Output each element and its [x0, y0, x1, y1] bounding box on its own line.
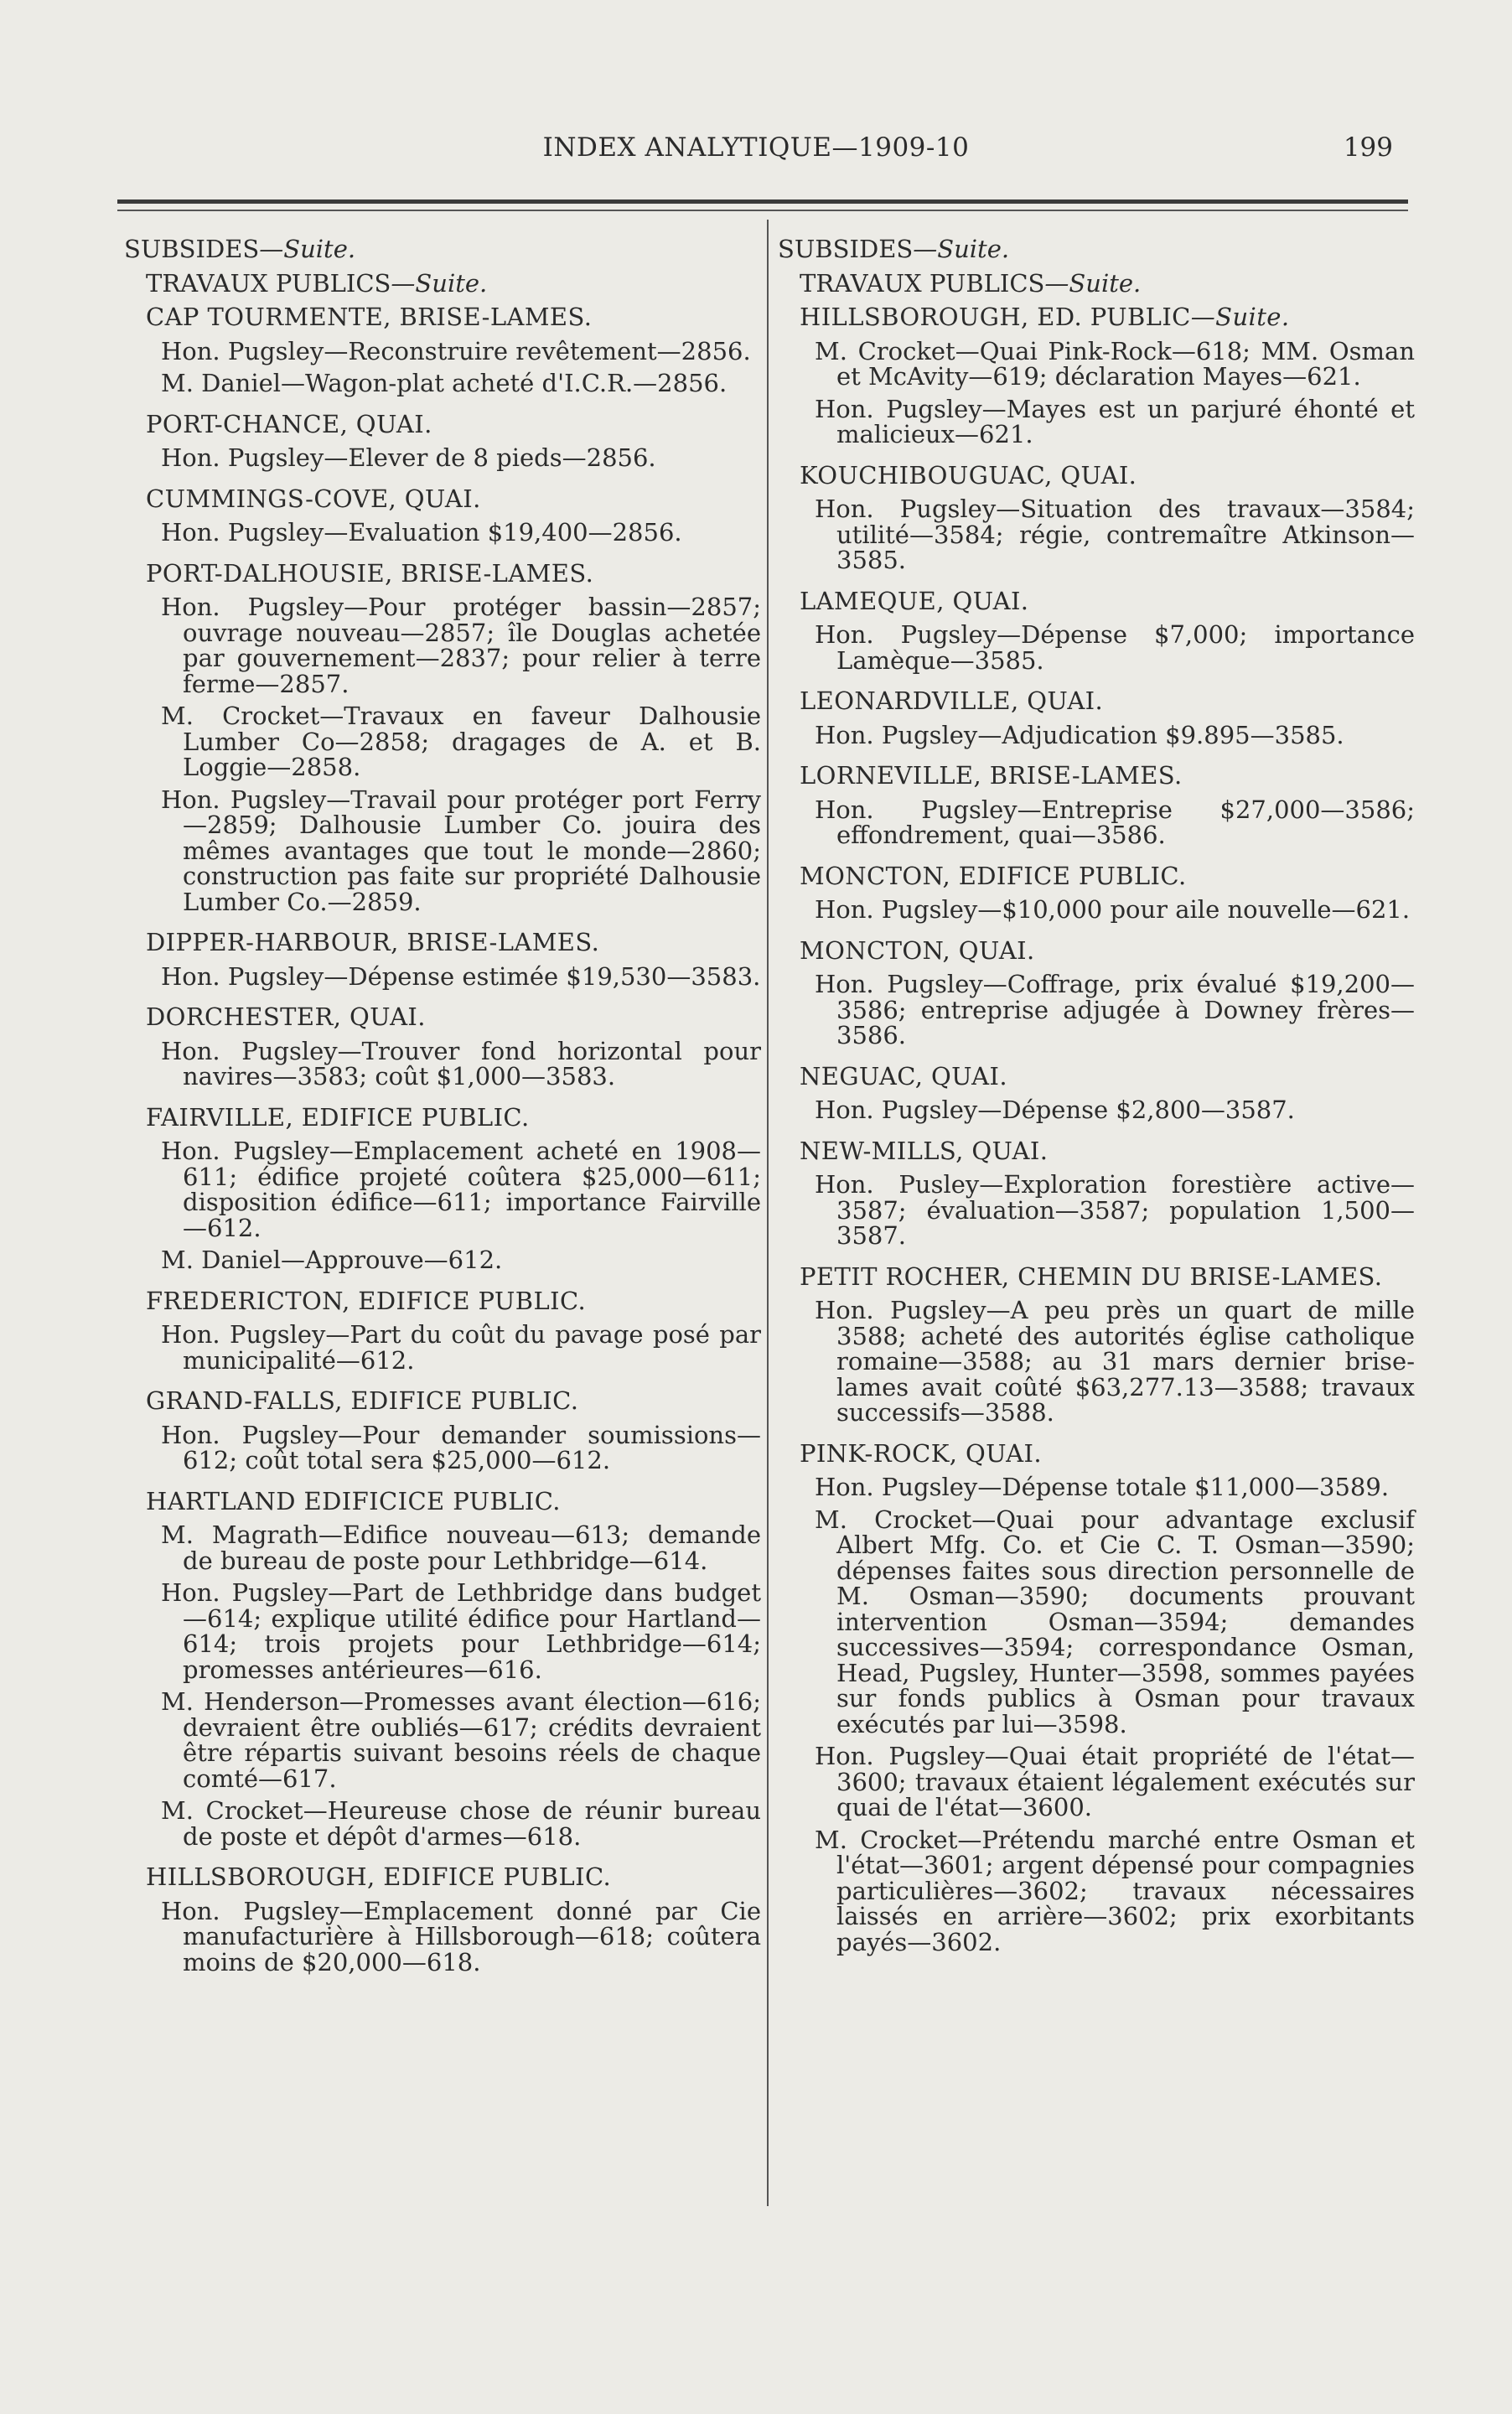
group-heading: GRAND-FALLS, EDIFICE PUBLIC. — [146, 1386, 579, 1415]
index-entry: Hon. Pugsley—Pour demander soumissions—612; coût total sera $25,000—612. — [161, 1420, 761, 1474]
index-entry: M. Crocket—Heureuse chose de réunir bureau de poste et dépôt d'armes—618. — [161, 1796, 761, 1851]
group-heading: CUMMINGS-COVE, QUAI. — [146, 484, 481, 513]
group-heading: PETIT ROCHER, CHEMIN DU BRISE-LAMES. — [800, 1261, 1383, 1291]
header-rule-thick — [117, 199, 1408, 204]
index-entry: M. Henderson—Promesses avant élection—616; devraient être oubliés—617; crédits devraient être répartis suivant besoins réels de chaque comté—617. — [161, 1687, 761, 1793]
group-heading: FREDERICTON, EDIFICE PUBLIC. — [146, 1286, 587, 1315]
index-entry: Hon. Pugsley—Coffrage, prix évalué $19,200—3586; entreprise adjugée à Downey frères—3586. — [815, 970, 1415, 1049]
group-heading: PORT-CHANCE, QUAI. — [146, 409, 432, 438]
group-heading: NEGUAC, QUAI. — [800, 1061, 1007, 1090]
column-top-heading: SUBSIDES—Suite. — [124, 235, 356, 263]
index-entry: M. Crocket—Quai Pink-Rock—618; MM. Osman et McAvity—619; déclaration Mayes—621. — [815, 336, 1415, 391]
index-entry: Hon. Pugsley—Trouver fond horizontal pour navires—3583; coût $1,000—3583. — [161, 1036, 761, 1090]
group-heading: LAMEQUE, QUAI. — [800, 586, 1029, 615]
index-entry: Hon. Pugsley—Elever de 8 pieds—2856. — [161, 443, 656, 472]
index-entry: Hon. Pugsley—Dépense totale $11,000—3589. — [815, 1473, 1390, 1501]
index-entry: Hon. Pugsley—Adjudication $9.895—3585. — [815, 720, 1344, 749]
section-heading: TRAVAUX PUBLICS—Suite. — [146, 268, 488, 298]
column-top-heading: SUBSIDES—Suite. — [778, 235, 1010, 263]
index-entry: Hon. Pugsley—$10,000 pour aile nouvelle—621. — [815, 895, 1411, 924]
index-entry: Hon. Pugsley—Evaluation $19,400—2856. — [161, 518, 682, 547]
group-heading: PINK-ROCK, QUAI. — [800, 1438, 1042, 1468]
group-heading: HILLSBOROUGH, EDIFICE PUBLIC. — [146, 1862, 612, 1891]
index-entry: Hon. Pugsley—A peu près un quart de mille 3588; acheté des autorités église catholique romaine—3588; au 31 mars dernier brise-lames avait coûté $63,277.13—3588; travaux successifs—3588. — [815, 1296, 1415, 1427]
running-title: INDEX ANALYTIQUE—1909-10 — [542, 132, 970, 163]
index-entry: M. Magrath—Edifice nouveau—613; demande de bureau de poste pour Lethbridge—614. — [161, 1520, 761, 1575]
index-entry: M. Daniel—Approuve—612. — [161, 1246, 503, 1274]
column-divider — [767, 220, 769, 2206]
index-entry: M. Crocket—Prétendu marché entre Osman et l'état—3601; argent dépensé pour compagnies particulières—3602; travaux nécessaires laissés en arrière—3602; prix exorbitants payés—3602. — [815, 1825, 1415, 1956]
left-column — [124, 236, 761, 1981]
header-rule-thin — [117, 210, 1408, 211]
index-entry: Hon. Pugsley—Pour protéger bassin—2857; ouvrage nouveau—2857; île Douglas achetée par gouvernement—2837; pour relier à terre ferme—2857. — [161, 593, 761, 698]
index-entry: M. Daniel—Wagon-plat acheté d'I.C.R.—2856. — [161, 369, 728, 397]
index-entry: M. Crocket—Travaux en faveur Dalhousie Lumber Co—2858; dragages de A. et B. Loggie—2858. — [161, 702, 761, 781]
index-entry: Hon. Pugsley—Dépense $2,800—3587. — [815, 1096, 1295, 1124]
index-entry: Hon. Pugsley—Situation des travaux—3584; utilité—3584; régie, contremaître Atkinson—3585. — [815, 495, 1415, 574]
index-entry: Hon. Pugsley—Emplacement acheté en 1908—611; édifice projeté coûtera $25,000—611; disposition édifice—611; importance Fairville—612. — [161, 1137, 761, 1242]
index-entry: Hon. Pugsley—Dépense estimée $19,530—3583. — [161, 961, 761, 991]
group-heading: HILLSBOROUGH, ED. PUBLIC—Suite. — [800, 303, 1290, 331]
index-entry: Hon. Pugsley—Dépense $7,000; importance Lamèque—3585. — [815, 620, 1415, 675]
group-heading: LEONARDVILLE, QUAI. — [800, 686, 1104, 715]
index-entry: Hon. Pugsley—Part de Lethbridge dans budget—614; explique utilité édifice pour Hartland—614; trois projets pour Lethbridge—614; promesses antérieures—616. — [161, 1578, 761, 1684]
index-entry: Hon. Pugsley—Emplacement donné par Cie manufacturière à Hillsborough—618; coûtera moins de $20,000—618. — [161, 1896, 761, 1976]
index-entry: Hon. Pugsley—Quai était propriété de l'état—3600; travaux étaient légalement exécutés sur quai de l'état—3600. — [815, 1742, 1415, 1821]
group-heading: HARTLAND EDIFICICE PUBLIC. — [146, 1486, 561, 1515]
right-column — [778, 236, 1415, 1961]
index-entry: Hon. Pugsley—Reconstruire revêtement—2856. — [161, 336, 751, 365]
index-entry: Hon. Pugsley—Entreprise $27,000—3586; effondrement, quai—3586. — [815, 795, 1415, 849]
group-heading: MONCTON, QUAI. — [800, 935, 1035, 965]
index-entry: M. Crocket—Quai pour advantage exclusif Albert Mfg. Co. et Cie C. T. Osman—3590; dépenses faites sous direction personnelle de M. Osman—3590; documents prouvant intervention Osman—3594; demandes successives—3594; correspondance Osman, Head, Pugsley, Hunter—3598, sommes payées sur fonds publics à Osman pour travaux exécutés par lui—3598. — [815, 1505, 1415, 1738]
index-entry: Hon. Pugsley—Travail pour protéger port Ferry—2859; Dalhousie Lumber Co. jouira des mêmes avantages que tout le monde—2860; construction pas faite sur propriété Dalhousie Lumber Co.—2859. — [161, 785, 761, 916]
page-header — [0, 132, 1512, 174]
group-heading: LORNEVILLE, BRISE-LAMES. — [800, 761, 1183, 790]
group-heading: FAIRVILLE, EDIFICE PUBLIC. — [146, 1102, 530, 1132]
index-entry: Hon. Pugsley—Part du coût du pavage posé par municipalité—612. — [161, 1320, 761, 1375]
group-heading: KOUCHIBOUGUAC, QUAI. — [800, 460, 1137, 490]
group-heading: MONCTON, EDIFICE PUBLIC. — [800, 861, 1187, 890]
group-heading: DIPPER-HARBOUR, BRISE-LAMES. — [146, 928, 600, 956]
index-entry: Hon. Pugsley—Mayes est un parjuré éhonté et malicieux—621. — [815, 394, 1415, 448]
group-heading: NEW-MILLS, QUAI. — [800, 1136, 1049, 1165]
group-heading: CAP TOURMENTE, BRISE-LAMES. — [146, 303, 593, 331]
section-heading: TRAVAUX PUBLICS—Suite. — [800, 268, 1142, 298]
page-number: 199 — [1343, 132, 1393, 163]
index-entry: Hon. Pusley—Exploration forestière active—3587; évaluation—3587; population 1,500—3587. — [815, 1170, 1415, 1250]
group-heading: DORCHESTER, QUAI. — [146, 1002, 426, 1031]
group-heading: PORT-DALHOUSIE, BRISE-LAMES. — [146, 558, 594, 588]
